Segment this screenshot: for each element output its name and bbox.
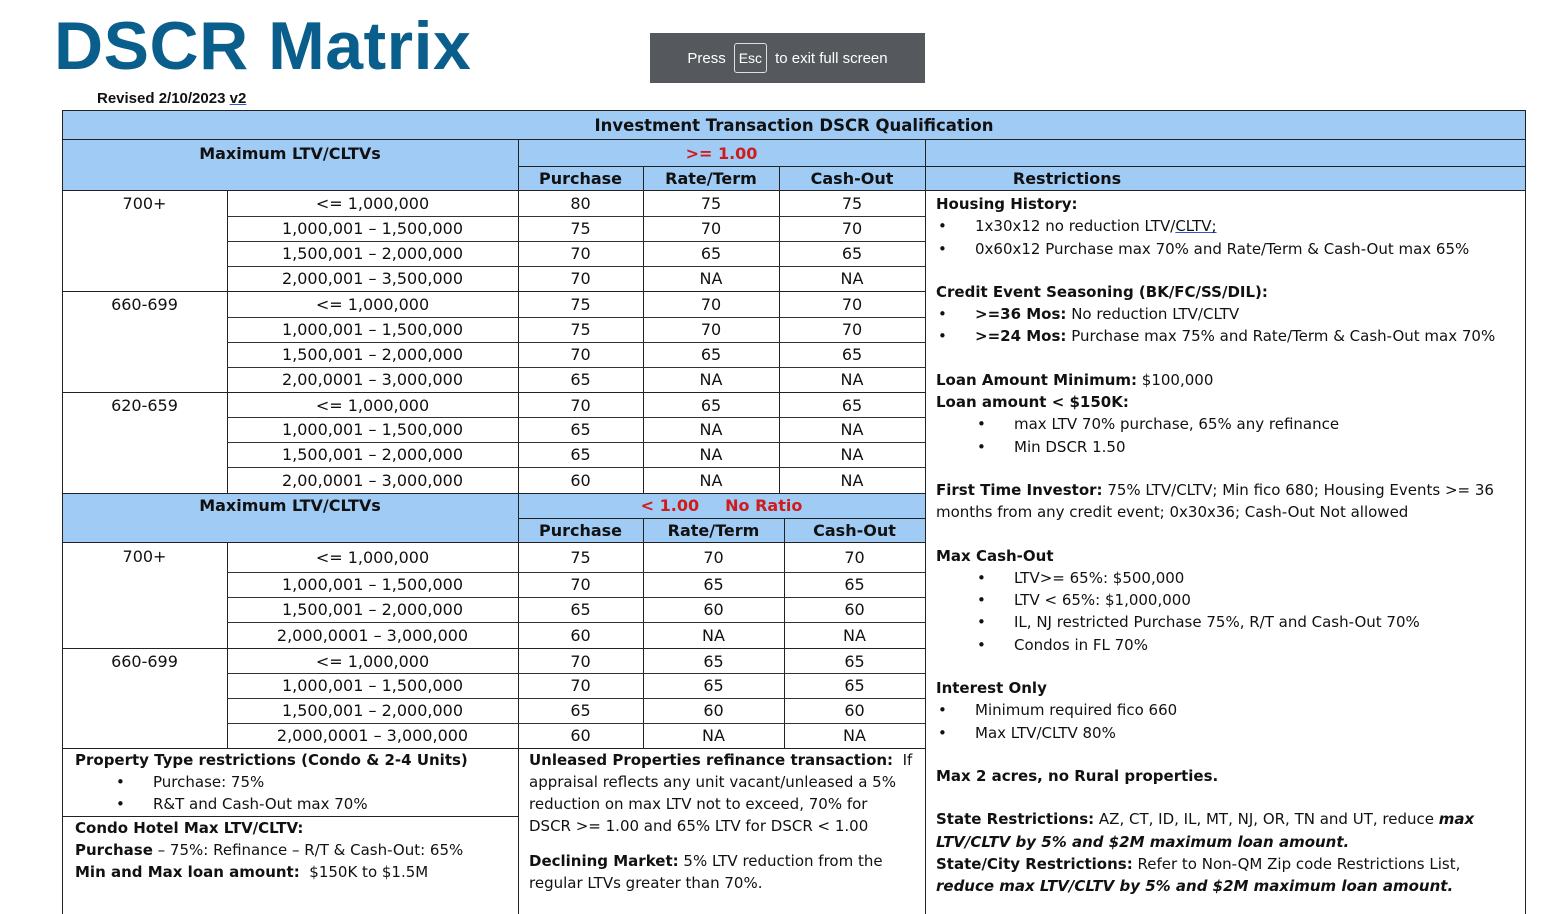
rate-term-ltv-cell: 70 [700,219,722,238]
cash-out-ltv-cell: NA [840,269,864,288]
list-item: • Min DSCR 1.50 [936,436,1521,458]
fico-tier-label: 620-659 [111,396,178,415]
loan-amount-cell: 1,000,001 – 1,500,000 [281,575,464,594]
rate-term-ltv-cell: 65 [703,651,724,671]
list-item: • Condos in FL 70% [936,634,1521,656]
cash-out-ltv-cell: 70 [841,320,863,339]
list-item: • max LTV 70% purchase, 65% any refinance [936,413,1521,435]
loan-amount-cell: <= 1,000,000 [315,194,430,213]
col-header-rate-term: Rate/Term [667,521,760,540]
loan-amount-cell: <= 1,000,000 [315,651,430,671]
col-header-purchase: Purchase [538,521,623,540]
condo-hotel-loan-label: Min and Max loan amount: [75,863,300,881]
state-restrictions-emph2: LTV/CLTV by 5% and $2M maximum loan amount. [936,832,1350,851]
rate-term-ltv-cell: NA [699,420,723,439]
housing-item1-text: 1x30x12 no reduction LTV/ [975,217,1176,236]
credit-item1-label: >=36 Mos: [975,305,1067,324]
col-header-cash-out: Cash-Out [813,521,896,540]
list-item: • IL, NJ restricted Purchase 75%, R/T and Cash-Out 70% [936,611,1521,633]
unleased-properties-note [529,749,912,894]
declining-market-text: 5% LTV reduction from the [683,852,883,870]
restrictions-header: Restrictions [1012,169,1122,188]
condo-hotel-purchase-text: – 75%: Refinance – R/T & Cash-Out: 65% [157,841,464,859]
notice-message: to exit full screen [775,49,888,67]
credit-item1-text: No reduction LTV/CLTV [1071,305,1240,324]
cash-out-ltv-cell: NA [840,445,864,464]
rate-term-ltv-cell: NA [702,625,725,645]
cash-out-ltv-cell: NA [843,726,866,745]
notice-press: Press [687,49,726,67]
purchase-ltv-cell: 60 [570,726,591,745]
loan-amount-cell: 1,500,001 – 2,000,000 [281,701,464,720]
cash-out-ltv-cell: 65 [844,651,865,671]
purchase-ltv-cell: 70 [570,345,591,364]
loan-minimum-label: Loan Amount Minimum: [936,370,1138,389]
document-title: DSCR Matrix [54,8,472,84]
loan-amount-cell: 2,000,0001 – 3,000,000 [276,625,469,645]
loan-amount-cell: 2,00,0001 – 3,000,000 [281,370,464,389]
rate-term-ltv-cell: 65 [703,676,724,695]
city-restrictions [936,853,1521,875]
rate-term-ltv-cell: NA [702,726,725,745]
purchase-ltv-cell: 70 [570,575,591,594]
loan-amount-cell: 1,500,001 – 2,000,000 [281,445,464,464]
col-header-purchase: Purchase [538,169,623,188]
loan-amount-cell: 2,000,001 – 3,500,000 [281,269,464,288]
credit-item2-text: Purchase max 75% and Rate/Term & Cash-Out max 70% [1071,327,1496,346]
revision-date [97,90,246,107]
purchase-ltv-cell: 75 [570,548,591,567]
revision-version: v2 [229,90,247,107]
condo-hotel-purchase-label: Purchase [75,841,153,859]
cash-out-ltv-cell: 60 [844,600,865,619]
rate-term-ltv-cell: 60 [703,701,724,720]
unleased-line: reduction on max LTV not to exceed, 70% for [529,795,868,813]
purchase-ltv-cell: 65 [570,701,591,720]
credit-event-label: Credit Event Seasoning (BK/FC/SS/DIL): [936,282,1268,301]
purchase-ltv-cell: 70 [570,396,591,415]
list-item: • R&T and Cash-Out max 70% [75,793,468,815]
purchase-ltv-cell: 70 [570,651,591,671]
cash-out-ltv-cell: 75 [841,194,863,213]
list-item: • Minimum required fico 660 [936,699,1521,721]
housing-item1-link: CLTV; [1175,217,1217,236]
purchase-ltv-cell: 75 [570,219,591,238]
interest-only-label: Interest Only [936,679,1047,698]
list-item [936,215,1521,237]
loan-amount-cell: 1,500,001 – 2,000,000 [281,600,464,619]
cash-out-ltv-cell: 70 [841,219,863,238]
purchase-ltv-cell: 65 [570,600,591,619]
cash-out-ltv-cell: NA [840,470,864,490]
rate-term-ltv-cell: 65 [700,345,722,364]
list-item [936,303,1521,325]
purchase-ltv-cell: 75 [570,295,591,314]
unleased-line: appraisal reflects any unit vacant/unleased a 5% [529,773,896,791]
cash-out-ltv-cell: 65 [841,244,863,263]
loan-amount-cell: 1,500,001 – 2,000,000 [281,345,464,364]
rate-term-ltv-cell: NA [699,445,723,464]
rate-term-ltv-cell: 65 [700,244,722,263]
esc-key-badge[interactable]: Esc [734,43,767,73]
loan-amount-cell: 1,000,001 – 1,500,000 [281,320,464,339]
state-restrictions [936,808,1521,830]
rate-term-ltv-cell: 65 [700,396,722,415]
section2-dscr-label: < 1.00 [640,496,700,515]
credit-item2-label: >=24 Mos: [975,327,1067,346]
purchase-ltv-cell: 60 [570,625,591,645]
purchase-ltv-cell: 65 [570,370,591,389]
list-item: • LTV>= 65%: $500,000 [936,567,1521,589]
purchase-ltv-cell: 65 [570,420,591,439]
table-title: Investment Transaction DSCR Qualification [594,115,994,135]
purchase-ltv-cell: 75 [570,320,591,339]
no-ratio-label: No Ratio [725,496,803,515]
cash-out-ltv-cell: 65 [841,396,863,415]
list-item: • 0x60x12 Purchase max 70% and Rate/Term & Cash-Out max 65% [936,238,1521,260]
loan-small-label: Loan amount < $150K: [936,393,1129,412]
loan-amount-cell: <= 1,000,000 [315,548,430,567]
rate-term-ltv-cell: NA [699,269,723,288]
rate-term-ltv-cell: NA [699,370,723,389]
cash-out-ltv-cell: 70 [841,295,863,314]
section1-ltv-header: Maximum LTV/CLTVs [199,143,381,163]
list-item: • Max LTV/CLTV 80% [936,722,1521,744]
first-time-line2: months from any credit event; 0x30x36; Cash-Out Not allowed [936,503,1409,522]
loan-amount-cell: 2,000,0001 – 3,000,000 [276,726,469,745]
condo-hotel-label: Condo Hotel Max LTV/CLTV: [75,819,304,837]
state-restrictions-label: State Restrictions: [936,810,1095,829]
fico-tier-label: 700+ [122,194,167,213]
cash-out-ltv-cell: NA [840,420,864,439]
first-time-label: First Time Investor: [936,480,1103,499]
restrictions-panel [936,193,1521,897]
list-item: • LTV < 65%: $1,000,000 [936,589,1521,611]
rate-term-ltv-cell: 70 [700,295,722,314]
property-type-label: Property Type restrictions (Condo & 2-4 Units) [75,751,468,769]
fullscreen-exit-notice [650,33,925,83]
acres-restriction: Max 2 acres, no Rural properties. [936,766,1219,785]
loan-amount-cell: 1,500,001 – 2,000,000 [281,244,464,263]
fico-tier-label: 660-699 [111,295,178,314]
purchase-ltv-cell: 80 [570,194,591,213]
cash-out-ltv-cell: 70 [844,548,865,567]
section2-ltv-header: Maximum LTV/CLTVs [199,496,381,515]
purchase-ltv-cell: 65 [570,445,591,464]
loan-minimum [936,369,1521,391]
cash-out-ltv-cell: 65 [841,345,863,364]
condo-hotel-loan-line [75,861,463,883]
rate-term-ltv-cell: 65 [703,575,724,594]
condo-hotel-restrictions [75,817,463,883]
cash-out-ltv-cell: NA [843,625,866,645]
revision-date-text: Revised 2/10/2023 [97,90,226,107]
housing-history-label: Housing History: [936,195,1078,213]
state-restrictions-emph1: max [1438,810,1475,829]
declining-market-line2: regular LTVs greater than 70%. [529,874,763,892]
loan-amount-cell: <= 1,000,000 [315,295,430,314]
purchase-ltv-cell: 70 [570,269,591,288]
loan-amount-cell: 1,000,001 – 1,500,000 [281,676,464,695]
rate-term-ltv-cell: NA [699,470,723,490]
loan-amount-cell: 1,000,001 – 1,500,000 [281,420,464,439]
purchase-ltv-cell: 70 [570,244,591,263]
section1-dscr-label: >= 1.00 [685,143,758,163]
list-item: • Purchase: 75% [75,771,468,793]
loan-minimum-value: $100,000 [1141,370,1214,389]
unleased-line1-tail: If [902,751,913,769]
cash-out-ltv-cell: 65 [844,676,865,695]
unleased-label: Unleased Properties refinance transaction: [529,751,894,769]
max-cash-out-label: Max Cash-Out [936,546,1054,565]
loan-amount-cell: <= 1,000,000 [315,396,430,415]
declining-market-label: Declining Market: [529,852,679,870]
unleased-line: DSCR >= 1.00 and 65% LTV for DSCR < 1.00 [529,817,869,835]
col-header-rate-term: Rate/Term [665,169,757,188]
condo-hotel-loan-text: $150K to $1.5M [309,863,429,881]
purchase-ltv-cell: 70 [570,676,591,695]
rate-term-ltv-cell: 60 [703,600,724,619]
cash-out-ltv-cell: 60 [844,701,865,720]
dscr-matrix-table [62,110,1526,914]
loan-amount-cell: 2,00,0001 – 3,000,000 [281,470,464,490]
section2-dscr-label-group [518,493,925,518]
col-header-cash-out: Cash-Out [810,169,894,188]
rate-term-ltv-cell: 70 [703,548,724,567]
rate-term-ltv-cell: 75 [700,194,722,213]
fico-tier-label: 700+ [122,547,167,566]
property-type-restrictions [75,749,468,815]
purchase-ltv-cell: 60 [570,470,591,490]
state-restrictions-text: AZ, CT, ID, IL, MT, NJ, OR, TN and UT, reduce [1098,810,1434,829]
loan-amount-cell: 1,000,001 – 1,500,000 [281,219,464,238]
city-restrictions-label: State/City Restrictions: [936,854,1133,873]
cash-out-ltv-cell: 65 [844,575,865,594]
list-item [936,325,1521,347]
fico-tier-label: 660-699 [111,651,178,671]
city-restrictions-emph: reduce max LTV/CLTV by 5% and $2M maximum loan amount. [936,877,1454,896]
first-time-line1: 75% LTV/CLTV; Min fico 680; Housing Events >= 36 [1107,480,1494,499]
first-time-investor [936,479,1521,501]
city-restrictions-text: Refer to Non-QM Zip code Restrictions List, [1137,854,1461,873]
rate-term-ltv-cell: 70 [700,320,722,339]
cash-out-ltv-cell: NA [840,370,864,389]
condo-hotel-line [75,839,463,861]
